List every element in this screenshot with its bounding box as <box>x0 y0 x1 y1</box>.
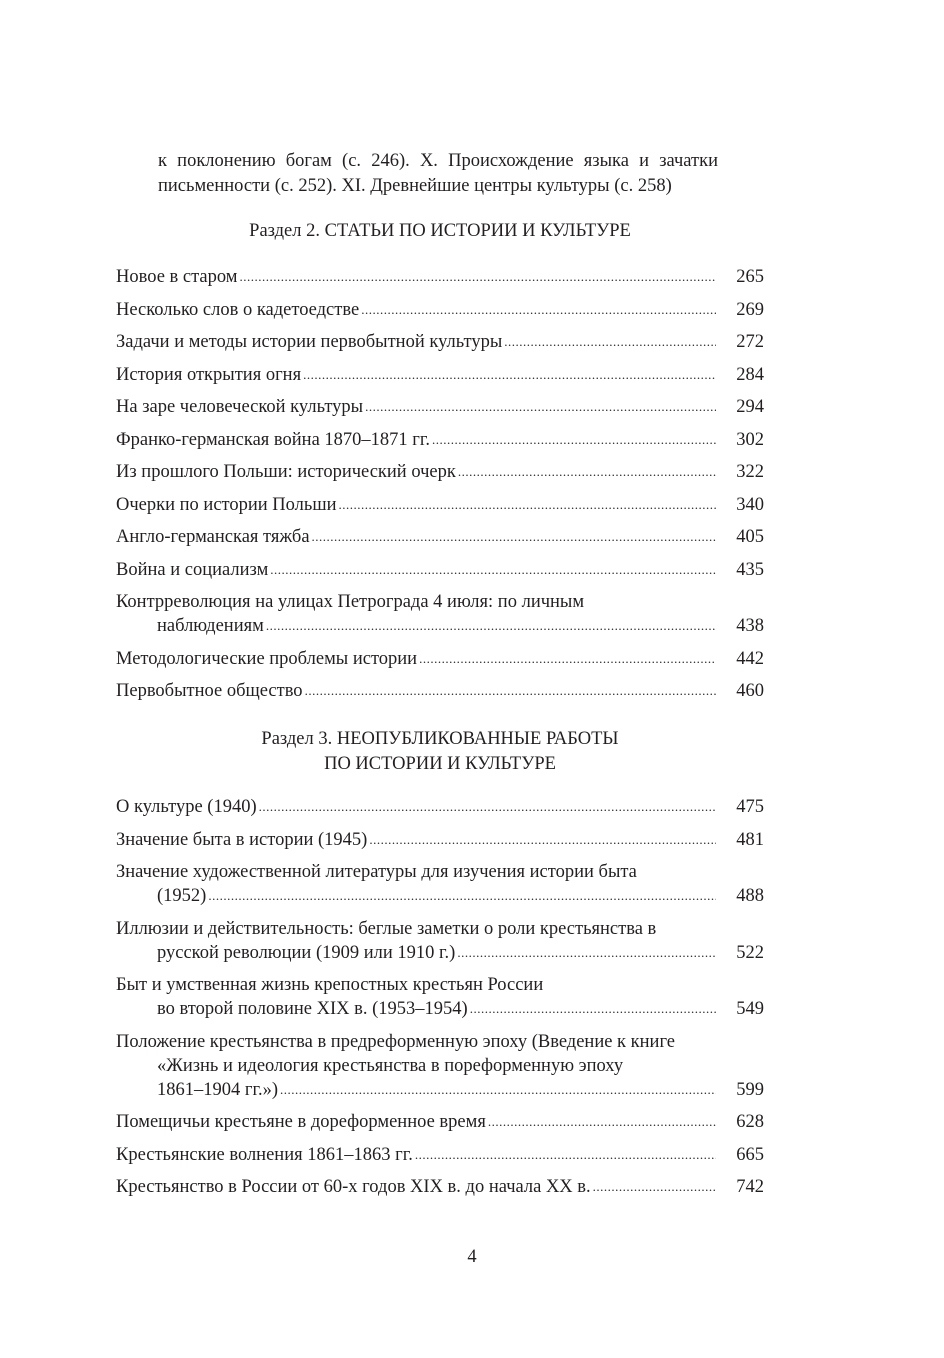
toc-entry-title <box>116 363 716 387</box>
toc-entry <box>116 679 764 703</box>
toc-entry-title-line: Очерки по истории Польши <box>116 494 337 515</box>
toc-page-number: 405 <box>736 527 764 547</box>
section-3-title-line-1: Раздел 3. НЕОПУБЛИКОВАННЫЕ РАБОТЫ <box>261 729 619 749</box>
toc-entry <box>116 1110 764 1134</box>
toc-entry-title <box>116 1030 716 1102</box>
dot-leader <box>280 1078 716 1102</box>
toc-entry-last-line <box>116 1175 716 1199</box>
toc-entry-title-line: во второй половине XIX в. (1953–1954) <box>157 999 468 1019</box>
section-3-title-line-2: ПО ИСТОРИИ И КУЛЬТУРЕ <box>324 754 556 774</box>
toc-entry-last-line <box>116 997 716 1021</box>
intro-line-1: к поклонению богам (с. 246). X. Происхождение языка и зачатки <box>158 151 718 171</box>
toc-entry <box>116 265 764 289</box>
toc-page-number: 294 <box>736 397 764 417</box>
toc-entry-last-line <box>116 363 716 387</box>
section-3-title <box>116 727 764 777</box>
toc-entry <box>116 493 764 517</box>
toc-entry-title-line: Новое в старом <box>116 267 238 287</box>
toc-entry <box>116 917 764 965</box>
dot-leader <box>305 679 716 703</box>
toc-entry <box>116 330 764 354</box>
toc-entry-title <box>116 917 716 965</box>
dot-leader <box>504 330 716 354</box>
section-3-toc <box>116 795 764 1208</box>
toc-page-number: 340 <box>736 494 764 515</box>
toc-entry-last-line <box>116 1143 716 1167</box>
toc-page-number: 742 <box>736 1177 764 1197</box>
toc-entry-title <box>116 828 716 852</box>
toc-page-number: 284 <box>736 364 764 385</box>
toc-entry-title-line: Англо-германская тяжба <box>116 527 310 547</box>
toc-entry-title-line: Быт и умственная жизнь крепостных крестьян России <box>116 975 544 995</box>
toc-entry-title <box>116 525 716 549</box>
toc-entry-title-line: Война и социализм <box>116 559 269 580</box>
toc-entry-title <box>116 795 716 819</box>
toc-entry-last-line <box>116 265 716 289</box>
toc-entry-title <box>116 428 716 452</box>
toc-entry-last-line <box>116 795 716 819</box>
dot-leader <box>415 1143 716 1167</box>
toc-page-number: 438 <box>736 616 764 636</box>
toc-entry-title <box>116 860 716 908</box>
toc-entry-last-line <box>116 395 716 419</box>
toc-entry <box>116 298 764 322</box>
toc-entry <box>116 1143 764 1167</box>
toc-entry-last-line <box>116 1078 716 1102</box>
toc-entry <box>116 1175 764 1199</box>
toc-entry-title <box>116 395 716 419</box>
toc-entry-title-line: Несколько слов о кадетоедстве <box>116 299 360 320</box>
toc-entry-title-line: русской революции (1909 или 1910 г.) <box>157 942 456 963</box>
dot-leader <box>470 997 716 1021</box>
toc-entry <box>116 647 764 671</box>
toc-entry-last-line <box>116 428 716 452</box>
dot-leader <box>432 428 716 452</box>
dot-leader <box>361 298 716 322</box>
toc-page-number: 599 <box>736 1079 764 1100</box>
toc-entry-title-line: Франко-германская война 1870–1871 гг. <box>116 429 431 450</box>
toc-entry-title <box>116 298 716 322</box>
section-2-title <box>116 219 764 244</box>
toc-entry-last-line <box>116 298 716 322</box>
toc-page-number: 522 <box>736 942 764 963</box>
dot-leader <box>208 884 716 908</box>
toc-entry-last-line <box>116 614 716 638</box>
dot-leader <box>338 493 716 517</box>
toc-entry-title-line: Иллюзии и действительность: беглые заметки о роли крестьянства в <box>116 918 657 939</box>
toc-page-number: 549 <box>736 999 764 1019</box>
toc-entry-title-line: История открытия огня <box>116 364 302 385</box>
toc-entry-title-line: Положение крестьянства в предреформенную эпоху (Введение к книге <box>116 1031 676 1052</box>
dot-leader <box>365 395 716 419</box>
toc-entry-title <box>116 265 716 289</box>
toc-entry-title <box>116 493 716 517</box>
toc-entry-title-line: Из прошлого Польши: исторический очерк <box>116 462 456 482</box>
toc-entry-title <box>116 679 716 703</box>
toc-entry-title <box>116 1175 716 1199</box>
toc-entry-title-line: Крестьянство в России от 60-х годов XIX в. до начала XX в. <box>116 1177 591 1197</box>
toc-entry-title-line: Методологические проблемы истории <box>116 648 418 669</box>
dot-leader <box>270 558 716 582</box>
toc-entry-last-line <box>116 460 716 484</box>
toc-entry-last-line <box>116 493 716 517</box>
toc-page-number: 442 <box>736 648 764 669</box>
dot-leader <box>457 941 716 965</box>
toc-entry-title <box>116 973 716 1021</box>
toc-entry <box>116 395 764 419</box>
toc-entry-title <box>116 460 716 484</box>
toc-entry-last-line <box>116 647 716 671</box>
toc-entry <box>116 590 764 638</box>
toc-entry <box>116 558 764 582</box>
toc-entry-last-line <box>116 679 716 703</box>
toc-page-number: 272 <box>736 332 764 352</box>
toc-page-number: 488 <box>736 886 764 906</box>
toc-entry-last-line <box>116 525 716 549</box>
dot-leader <box>593 1175 716 1199</box>
toc-entry-title-line: О культуре (1940) <box>116 797 257 817</box>
dot-leader <box>369 828 716 852</box>
dot-leader <box>419 647 716 671</box>
toc-entry-title <box>116 1143 716 1167</box>
toc-entry-title <box>116 647 716 671</box>
toc-entry-title <box>116 330 716 354</box>
toc-entry-title-line: Крестьянские волнения 1861–1863 гг. <box>116 1144 413 1165</box>
toc-entry-title <box>116 558 716 582</box>
toc-entry-title-line: «Жизнь и идеология крестьянства в пореформенную эпоху <box>157 1055 624 1076</box>
section-2-toc <box>116 265 764 712</box>
toc-entry-title-line: Задачи и методы истории первобытной культуры <box>116 332 503 352</box>
toc-entry-title-line: 1861–1904 гг.») <box>157 1079 278 1100</box>
dot-leader <box>458 460 716 484</box>
toc-page-number: 322 <box>736 462 764 482</box>
toc-page-number: 435 <box>736 559 764 580</box>
toc-entry-last-line <box>116 941 716 965</box>
intro-paragraph <box>158 149 718 199</box>
dot-leader <box>239 265 716 289</box>
toc-page-number: 665 <box>736 1144 764 1165</box>
toc-entry <box>116 525 764 549</box>
page-number: 4 <box>467 1247 477 1267</box>
toc-entry-last-line <box>116 828 716 852</box>
toc-entry-last-line <box>116 884 716 908</box>
toc-entry-title-line: На заре человеческой культуры <box>116 397 364 417</box>
toc-entry <box>116 363 764 387</box>
dot-leader <box>312 525 716 549</box>
toc-entry <box>116 460 764 484</box>
toc-entry <box>116 860 764 908</box>
dot-leader <box>303 363 716 387</box>
toc-entry-title-line: Первобытное общество <box>116 681 303 701</box>
intro-line-2: письменности (с. 252). XI. Древнейшие центры культуры (с. 258) <box>158 176 672 196</box>
section-2-title-text: Раздел 2. СТАТЬИ ПО ИСТОРИИ И КУЛЬТУРЕ <box>249 221 631 241</box>
toc-entry-last-line <box>116 558 716 582</box>
dot-leader <box>259 795 716 819</box>
toc-page-number: 265 <box>736 267 764 287</box>
toc-entry <box>116 428 764 452</box>
toc-entry-title-line: наблюдениям <box>157 616 264 636</box>
toc-page-number: 475 <box>736 797 764 817</box>
toc-entry-last-line <box>116 330 716 354</box>
toc-entry <box>116 795 764 819</box>
toc-page-number: 628 <box>736 1112 764 1132</box>
toc-entry-title <box>116 590 716 638</box>
dot-leader <box>266 614 716 638</box>
toc-page-number: 269 <box>736 299 764 320</box>
toc-page-number: 481 <box>736 829 764 850</box>
toc-entry <box>116 1030 764 1102</box>
toc-entry-title-line: Значение художественной литературы для изучения истории быта <box>116 862 637 882</box>
toc-page-number: 302 <box>736 429 764 450</box>
dot-leader <box>488 1110 716 1134</box>
toc-entry-title-line: Помещичьи крестьяне в дореформенное время <box>116 1112 486 1132</box>
toc-entry-last-line <box>116 1110 716 1134</box>
toc-entry <box>116 828 764 852</box>
toc-entry-title-line: Значение быта в истории (1945) <box>116 829 368 850</box>
toc-entry-title-line: (1952) <box>157 886 207 906</box>
toc-entry-title <box>116 1110 716 1134</box>
toc-page-number: 460 <box>736 681 764 701</box>
toc-entry-title-line: Контрреволюция на улицах Петрограда 4 июля: по личным <box>116 592 585 612</box>
toc-entry <box>116 973 764 1021</box>
